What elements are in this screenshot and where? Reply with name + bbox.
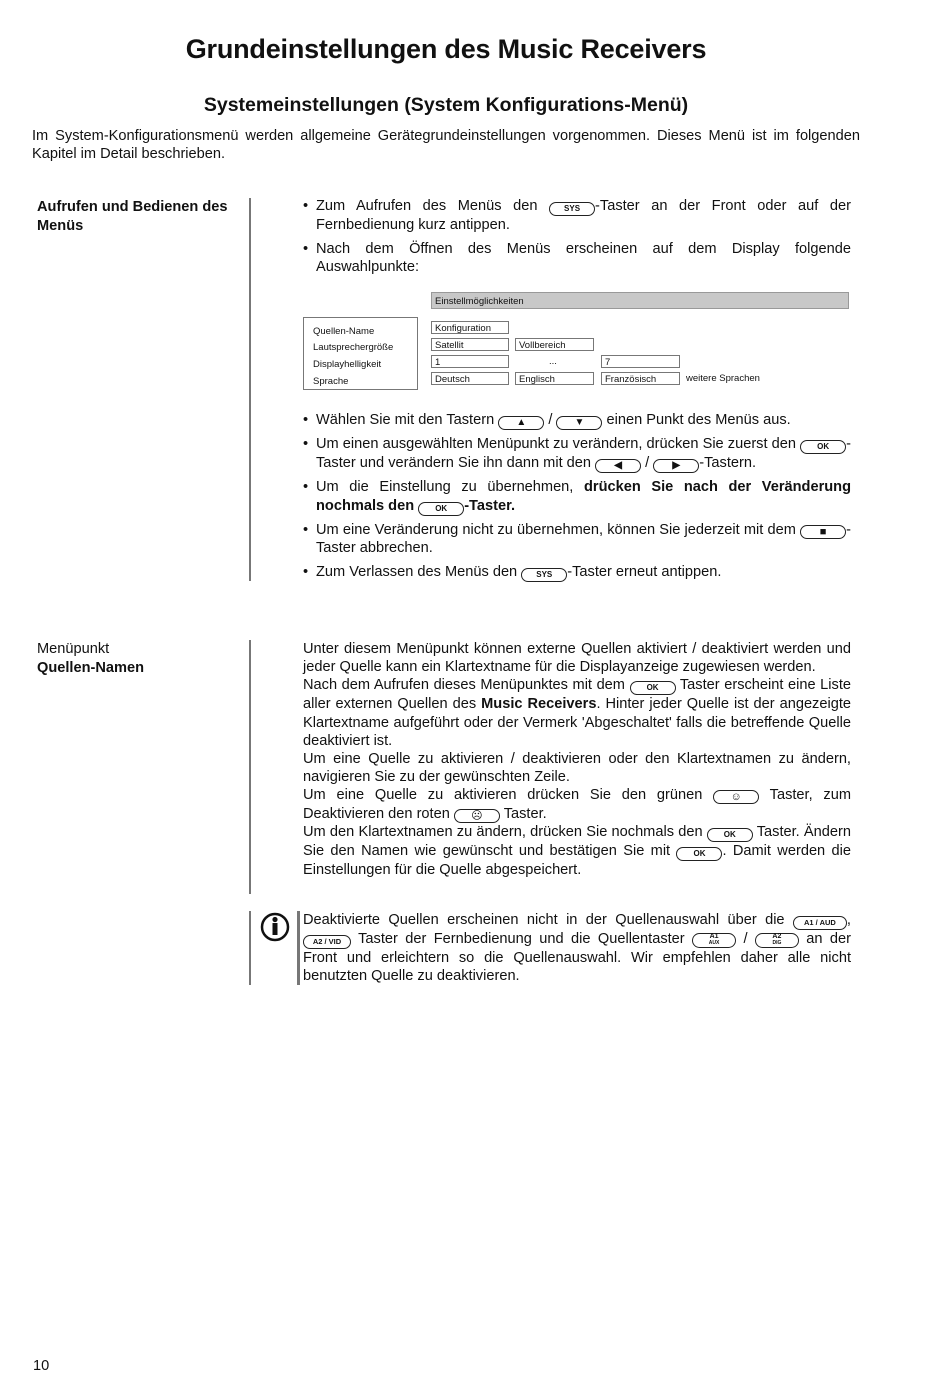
note-divider bbox=[249, 911, 251, 985]
more-languages-label: weitere Sprachen bbox=[686, 373, 760, 384]
menu-item: Displayhelligkeit bbox=[313, 359, 382, 370]
a1-aux-key-icon: A1 AUX bbox=[692, 933, 736, 948]
option-cell: 1 bbox=[431, 355, 509, 368]
menu-item: Sprache bbox=[313, 376, 349, 387]
bullet-list-top bbox=[303, 197, 851, 282]
paragraph: Um den Klartextnamen zu ändern, drücken Sie nochmals den OK Taster. Ändern Sie den Namen wie gewünscht und bestätigen Sie mit OK . Damit werden die Einstellungen für die Quelle abgespeichert. bbox=[303, 823, 851, 878]
sys-key-icon: SYS bbox=[549, 202, 595, 216]
sys-key-icon: SYS bbox=[521, 568, 567, 582]
paragraph: Um eine Quelle zu aktivieren / deaktivieren oder den Klartextnamen zu ändern, navigieren Sie zu der gewünschten Zeile. bbox=[303, 751, 851, 786]
option-cell: 7 bbox=[601, 355, 680, 368]
menu-item: Quellen-Name bbox=[313, 326, 375, 337]
bullet-item: • Um eine Veränderung nicht zu übernehmen, können Sie jederzeit mit dem ■ -Taster abbrechen. bbox=[303, 521, 851, 558]
stop-key-icon: ■ bbox=[800, 525, 846, 539]
ok-key-icon: OK bbox=[800, 440, 846, 454]
paragraph: Um eine Quelle zu aktivieren drücken Sie den grünen ☺ Taster, zum Deaktivieren den roten ☹ Taster. bbox=[303, 787, 851, 822]
page-title: Grundeinstellungen des Music Receivers bbox=[185, 34, 707, 64]
down-arrow-key-icon: ▼ bbox=[556, 416, 602, 430]
bullet-item: • Um die Einstellung zu übernehmen, drücken Sie nach der Veränderung nochmals den OK -Taster. bbox=[303, 478, 851, 516]
ok-key-icon: OK bbox=[418, 502, 464, 516]
menu-header: Einstellmöglichkeiten bbox=[431, 292, 849, 309]
bullet-item: • Nach dem Öffnen des Menüs erscheinen auf dem Display folgende Auswahlpunkte: bbox=[303, 240, 851, 277]
section-divider bbox=[249, 640, 251, 894]
paragraph: Nach dem Aufrufen dieses Menüpunktes mit dem OK Taster erscheint eine Liste aller externen Quellen des Music Receivers. Hinter jeder Quelle ist der angezeigte Klartextname aufgeführt oder der Vermerk 'Abgeschaltet' falls die betreffende Quelle deaktiviert ist. bbox=[303, 677, 852, 749]
option-cell: Konfiguration bbox=[431, 321, 509, 334]
bullet-item: • Wählen Sie mit den Tastern ▲ / ▼ einen Punkt des Menüs aus. bbox=[303, 411, 851, 430]
bullet-item: • Um einen ausgewählten Menüpunkt zu verändern, drücken Sie zuerst den OK -Taster und verändern Sie ihn dann mit den ◀ / ▶ -Tastern. bbox=[303, 435, 851, 473]
option-cell: Englisch bbox=[515, 372, 594, 385]
menu-item: Lautsprechergröße bbox=[313, 342, 394, 353]
option-cell: Deutsch bbox=[431, 372, 509, 385]
sources-text bbox=[303, 640, 851, 879]
option-ellipsis: ... bbox=[549, 356, 557, 367]
bullet-list-bottom bbox=[303, 411, 851, 587]
right-arrow-key-icon: ▶ bbox=[653, 459, 699, 473]
section-title: Systemeinstellungen (System Konfigurations-Menü) bbox=[203, 94, 689, 116]
menu-diagram bbox=[303, 290, 851, 394]
a2-dig-key-icon: A2 DIG bbox=[755, 933, 799, 948]
ok-key-icon: OK bbox=[707, 828, 753, 842]
up-arrow-key-icon: ▲ bbox=[498, 416, 544, 430]
side-heading-menu: Aufrufen und Bedienen des Menüs bbox=[37, 199, 228, 234]
side-heading-line: Menüpunkt bbox=[37, 641, 110, 657]
option-cell: Satellit bbox=[431, 338, 509, 351]
a2-vid-key-icon: A2 / VID bbox=[303, 935, 351, 949]
option-cell: Vollbereich bbox=[515, 338, 594, 351]
menu-items-box bbox=[303, 317, 418, 390]
green-smiley-key-icon: ☺ bbox=[713, 790, 759, 804]
intro-paragraph: Im System-Konfigurationsmenü werden allgemeine Gerätegrundeinstellungen vorgenommen. Dieses Menü ist im folgenden Kapitel im Detail beschrieben. bbox=[32, 128, 860, 162]
ok-key-icon: OK bbox=[676, 847, 722, 861]
info-icon bbox=[260, 912, 290, 942]
option-cell: Französisch bbox=[601, 372, 680, 385]
bullet-item: • Zum Verlassen des Menüs den SYS -Taster erneut antippen. bbox=[303, 563, 851, 582]
note-text: Deaktivierte Quellen erscheinen nicht in der Quellenauswahl über die A1 / AUD , A2 / VID Taster der Fernbedienung und die Quellentaster A1 AUX / A2 DIG an der Front und erleichtern so die Quellenauswahl. Wir empfehlen daher alle nicht benutzten Quelle zu deaktivieren. bbox=[303, 912, 852, 985]
bullet-item: • Zum Aufrufen des Menüs den SYS -Taster an der Front oder auf der Fernbedienung kurz antippen. bbox=[303, 197, 851, 235]
a1-aud-key-icon: A1 / AUD bbox=[793, 916, 847, 930]
ok-key-icon: OK bbox=[630, 681, 676, 695]
note-bar bbox=[297, 911, 300, 985]
side-heading-sources bbox=[37, 640, 237, 678]
section-divider bbox=[249, 198, 251, 581]
side-heading-bold: Quellen-Namen bbox=[37, 660, 145, 676]
paragraph: Unter diesem Menüpunkt können externe Quellen aktiviert / deaktiviert werden und jeder Quelle kann ein Klartextname für die Displayanzeige zugewiesen werden. bbox=[303, 641, 851, 676]
left-arrow-key-icon: ◀ bbox=[595, 459, 641, 473]
red-frown-key-icon: ☹ bbox=[454, 809, 500, 823]
page-number: 10 bbox=[33, 1358, 50, 1374]
